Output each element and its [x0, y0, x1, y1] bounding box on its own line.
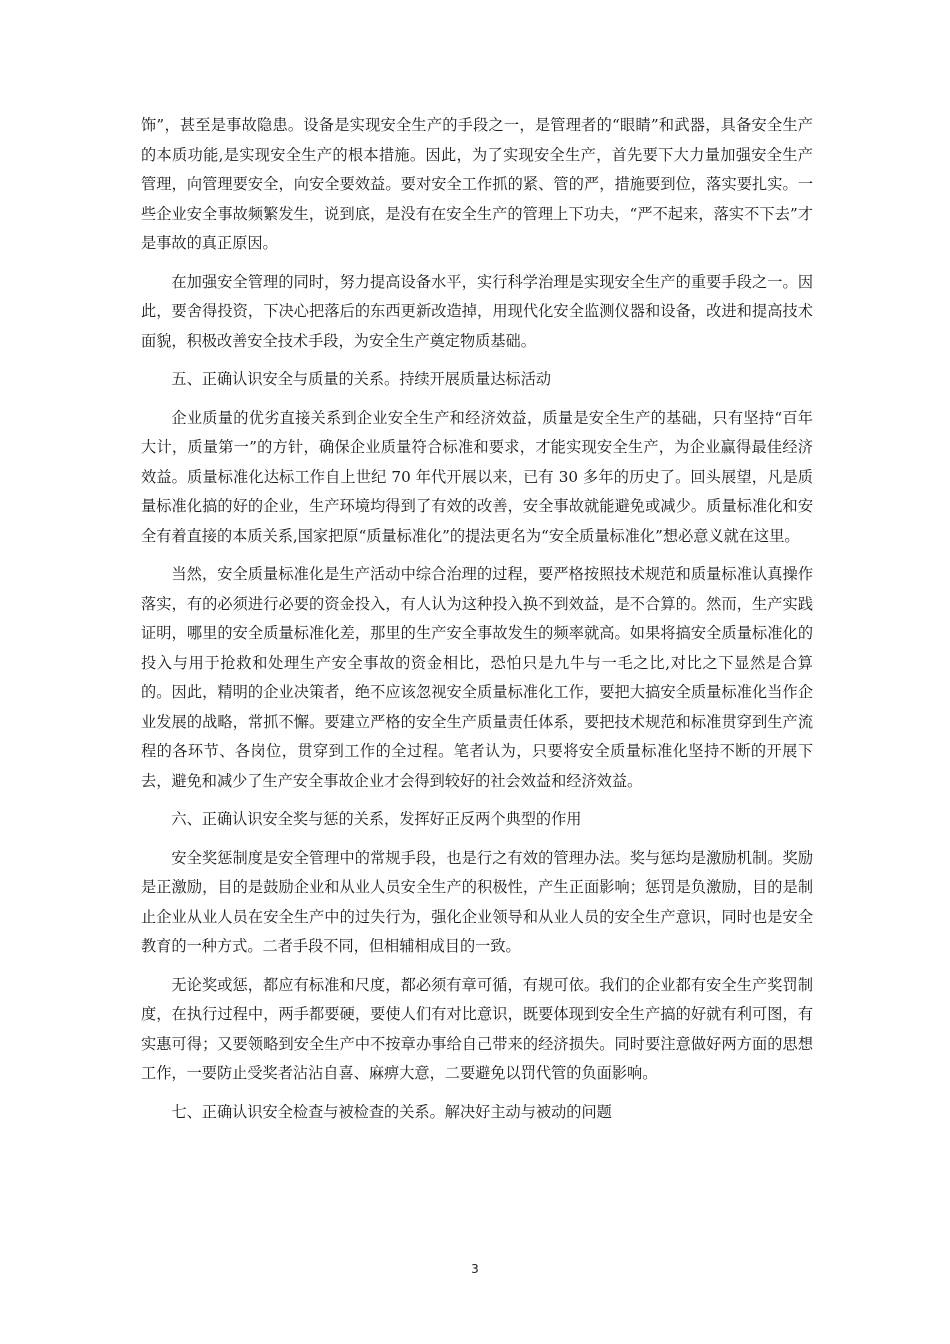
section-heading-5: 五、正确认识安全与质量的关系。持续开展质量达标活动 — [171, 370, 552, 388]
section-heading-6: 六、正确认识安全奖与惩的关系，发挥好正反两个典型的作用 — [171, 810, 582, 828]
section-heading-7: 七、正确认识安全检查与被检查的关系。解决好主动与被动的问题 — [171, 1102, 612, 1121]
paragraph-equipment: 在加强安全管理的同时，努力提高设备水平，实行科学治理是实现安全生产的重要手段之一。因此，要舍得投资，下决心把落后的东西更新改造掉，用现代化安全监测仪器和设备，改进和提高技术面貌，积极改善安全技术手段，为安全生产奠定物质基础。 — [141, 272, 813, 350]
document-body — [141, 111, 813, 1136]
paragraph-quality: 企业质量的优劣直接关系到企业安全生产和经济效益，质量是安全生产的基础，只有坚持“百年大计，质量第一”的方针，确保企业质量符合标准和要求，才能实现安全生产，为企业赢得最佳经济效益。质量标准化达标工作自上世纪 70 年代开展以来，已有 30 多年的历史了。回头展望，凡是质量标准化搞的好的企业，生产环境均得到了有效的改善，安全事故就能避免或减少。质量标准化和安全有着直接的本质关系,国家把原“质量标准化”的提法更名为“安全质量标准化”想必意义就在这里。 — [141, 408, 813, 545]
page-number: 3 — [471, 1262, 479, 1276]
paragraph-standardization: 当然，安全质量标准化是生产活动中综合治理的过程，要严格按照技术规范和质量标准认真操作落实，有的必须进行必要的资金投入，有人认为这种投入换不到效益，是不合算的。然而，生产实践证明，哪里的安全质量标准化差，那里的生产安全事故发生的频率就高。如果将搞安全质量标准化的投入与用于抢救和处理生产安全事故的资金相比，恐怕只是九牛与一毛之比,对比之下显然是合算的。因此，精明的企业决策者，绝不应该忽视安全质量标准化工作，要把大搞安全质量标准化当作企业发展的战略，常抓不懈。要建立严格的安全生产质量责任体系，要把技术规范和标准贯穿到生产流程的各环节、各岗位，贯穿到工作的全过程。笔者认为，只要将安全质量标准化坚持不断的开展下去，避免和减少了生产安全事故企业才会得到较好的社会效益和经济效益。 — [141, 565, 813, 790]
paragraph-rewards: 安全奖惩制度是安全管理中的常规手段，也是行之有效的管理办法。奖与惩均是激励机制。奖励是正激励，目的是鼓励企业和从业人员安全生产的积极性，产生正面影响；惩罚是负激励，目的是制止企业从业人员在安全生产中的过失行为，强化企业领导和从业人员的安全生产意识，同时也是安全教育的一种方式。二者手段不同，但相辅相成目的一致。 — [141, 848, 813, 955]
paragraph-standards: 无论奖或惩，都应有标准和尺度，都必须有章可循，有规可依。我们的企业都有安全生产奖罚制度，在执行过程中，两手都要硬，要使人们有对比意识，既要体现到安全生产搞的好就有利可图，有实惠可得；又要领略到安全生产中不按章办事给自己带来的经济损失。同时要注意做好两方面的思想工作，一要防止受奖者沾沾自喜、麻痹大意，二要避免以罚代管的负面影响。 — [141, 975, 813, 1082]
paragraph-continued: 饰”，甚至是事故隐患。设备是实现安全生产的手段之一，是管理者的“眼睛”和武器，具备安全生产的本质功能,是实现安全生产的根本措施。因此，为了实现安全生产，首先要下大力量加强安全生产管理，向管理要安全，向安全要效益。要对安全工作抓的紧、管的严，措施要到位，落实要扎实。一些企业安全事故频繁发生，说到底，是没有在安全生产的管理上下功夫，“严不起来，落实不下去”才是事故的真正原因。 — [141, 116, 813, 252]
